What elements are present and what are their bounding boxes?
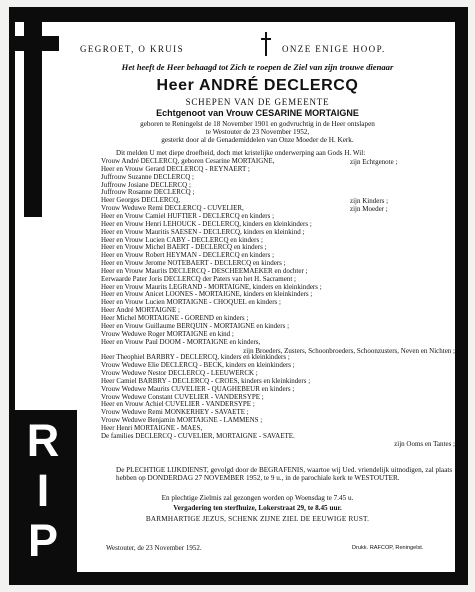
relative-line: Heer en Vrouw Jerome NOTEBAERT - DECLERCQ en kinders ; — [101, 259, 286, 268]
relative-line: Vrouw Weduwe Roger MORTAIGNE en kind ; — [101, 329, 234, 338]
relative-line: Juffrouw Rosanne DECLERCQ ; — [101, 188, 195, 197]
relative-line: Vrouw Weduwe Remi MONKERHEY - SAVAETE ; — [101, 408, 249, 417]
relative-line: Juffrouw Suzanne DECLERCQ ; — [101, 172, 194, 181]
birth-line: geboren te Reningelst de 18 November 1901 en godvruchtig in de Heer ontslapen — [140, 120, 375, 128]
relative-line: Heer Georges DECLERCQ, — [101, 196, 180, 205]
small-cross-icon — [260, 32, 272, 56]
funeral-text: De PLECHTIGE LIJKDIENST, gevolgd door de BEGRAFENIS, waartoe wij Ued. vriendelijk uitnodigen, zal plaats hebben op DONDERDAG 27 NOVEMBER 1952, te 9 u., in de parochiale kerk te WESTOUTER. — [116, 466, 453, 483]
relative-line: Vrouw Weduwe Nestor DECLERCQ - LEEUWERCK ; — [101, 368, 258, 377]
relative-line: Heer en Vrouw Anicet LOONES - MORTAIGNE, kinders en kleinkinders ; — [101, 290, 313, 299]
relative-line: Heer en Vrouw Achiel CUVELIER - VANDERSYPE ; — [101, 400, 255, 409]
sacraments-line: gesterkt door al de Genademiddelen van Onze Moeder de H. Kerk. — [161, 136, 354, 144]
prayer-line: En plechtige Zielmis zal gezongen worden op Woensdag te 7.45 u. — [161, 494, 354, 502]
printer-credit: Drukk. RAFCOP, Reningelst. — [352, 545, 424, 551]
border-left — [9, 7, 15, 410]
relative-line: Vrouw André DECLERCQ, geboren Cesarine MORTAIGNE, — [101, 157, 275, 165]
spouse-line: Echtgenoot van Vrouw CESARINE MORTAIGNE — [156, 108, 359, 118]
deceased-title: SCHEPEN VAN DE GEMEENTE — [185, 97, 330, 107]
death-line: te Westouter de 23 November 1952, — [205, 128, 310, 136]
intro-text: Het heeft de Heer behaagd tot Zich te roepen de Ziel van zijn trouwe dienaar — [121, 62, 394, 72]
obituary-content — [60, 22, 455, 572]
relative-line: Vrouw Weduwe Elie DECLERCQ - BECK, kinders en kleinkinders ; — [101, 361, 295, 370]
relative-line: Heer en Vrouw Camiel HUFTIER - DECLERCQ en kinders ; — [101, 211, 275, 220]
note-mother: zijn Moeder ; — [350, 205, 388, 213]
place-date: Westouter, de 23 November 1952. — [106, 544, 202, 552]
relative-line: Vrouw Weduwe Constant CUVELIER - VANDERSYPE ; — [101, 392, 264, 401]
relative-line: De families DECLERCQ - CUVELIER, MORTAIGNE - SAVAETE. — [101, 431, 295, 440]
relative-line: Vrouw Weduwe Remi DECLERCQ - CUVELIER, — [101, 204, 244, 213]
relative-line: Vrouw Weduwe Maurits CUVELIER - QUAGHEBEUR en kinders ; — [101, 384, 295, 393]
relative-line: Heer André MORTAIGNE ; — [101, 306, 180, 315]
greeting-right: ONZE ENIGE HOOP. — [282, 44, 386, 54]
relative-line: Heer en Vrouw Henri LEHOUCK - DECLERCQ, kinders en kleinkinders ; — [101, 219, 312, 228]
relative-line: Heer en Vrouw Mauritis SAESEN - DECLERCQ, kinders en kleinkind ; — [101, 227, 305, 236]
border-bottom — [9, 572, 468, 585]
rip-letter-i: I — [36, 465, 50, 516]
relative-line: Heer en Vrouw Maurits LEGRAND - MORTAIGNE, kinders en kleinkinders ; — [101, 282, 322, 291]
relative-line: Eerwaarde Pater Joris DECLERCQ der Paters van het H. Sacrament ; — [101, 274, 296, 283]
border-right — [455, 7, 468, 585]
relative-line: Heer en Vrouw Lucien CABY - DECLERCQ en kinders ; — [101, 235, 263, 244]
note-wife: zijn Echtgenote ; — [350, 158, 398, 166]
border-top — [9, 7, 468, 22]
relative-line: Vrouw Weduwe Benjamin MORTAIGNE - LAMMENS ; — [101, 416, 263, 425]
relative-line: Heer Michel MORTAIGNE - GOREND en kinders ; — [101, 314, 249, 322]
announcement: Dit melden U met diepe droefheid, doch met kristelijke onderwerping aan Gods H. Wil: — [116, 149, 366, 157]
deceased-name: Heer ANDRÉ DECLERCQ — [156, 77, 359, 94]
relative-line: Juffrouw Josiane DECLERCQ ; — [101, 180, 191, 189]
relative-line: Heer en Vrouw Robert HEYMAN - DECLERCQ en kinders ; — [101, 251, 275, 260]
note-children: zijn Kinders ; — [350, 197, 389, 205]
gathering-line: Vergadering ten sterfhuize, Lokerstraat 29, te 8.45 uur. — [173, 504, 342, 512]
relative-line: Heer en Vrouw Guillaume BERQUIN - MORTAIGNE en kinders ; — [101, 321, 290, 330]
rip-letter-r: R — [26, 415, 60, 466]
greeting-left: GEGROET, O KRUIS — [80, 44, 184, 54]
relative-line: Heer en Vrouw Gerard DECLERCQ - REYNAERT ; — [101, 164, 250, 173]
relative-line: Heer Theophiel BARBRY - DECLERCQ, kinders en kleinkinders ; — [101, 353, 290, 362]
relative-line: Heer en Vrouw Paul DOOM - MORTAIGNE en kinders, — [101, 337, 261, 346]
cross-icon-horizontal — [9, 36, 59, 51]
relative-line: Heer Camiel BARBRY - DECLERCQ - CROES, kinders en kleinkinders ; — [101, 376, 311, 385]
relative-line: Heer en Vrouw Maurits DECLERCQ - DESCHEEMAEKER en dochter ; — [101, 266, 308, 275]
rip-letter-p: P — [27, 515, 58, 566]
note-uncles: zijn Ooms en Tantes ; — [394, 440, 455, 448]
note-siblings: zijn Broeders, Zusters, Schoonbroeders, Schoonzusters, Neven en Nichten ; — [243, 347, 455, 355]
relative-line: Heer en Vrouw Lucien MORTAIGNE - CHOQUEL en kinders ; — [101, 298, 281, 307]
relative-line: Heer Henri MORTAIGNE - MAES, — [101, 423, 203, 432]
relative-line: Heer en Vrouw Michel BAERT - DECLERCQ en kinders ; — [101, 243, 267, 252]
invocation-line: BARMHARTIGE JEZUS, SCHENK ZIJNE ZIEL DE EEUWIGE RUST. — [145, 515, 370, 523]
